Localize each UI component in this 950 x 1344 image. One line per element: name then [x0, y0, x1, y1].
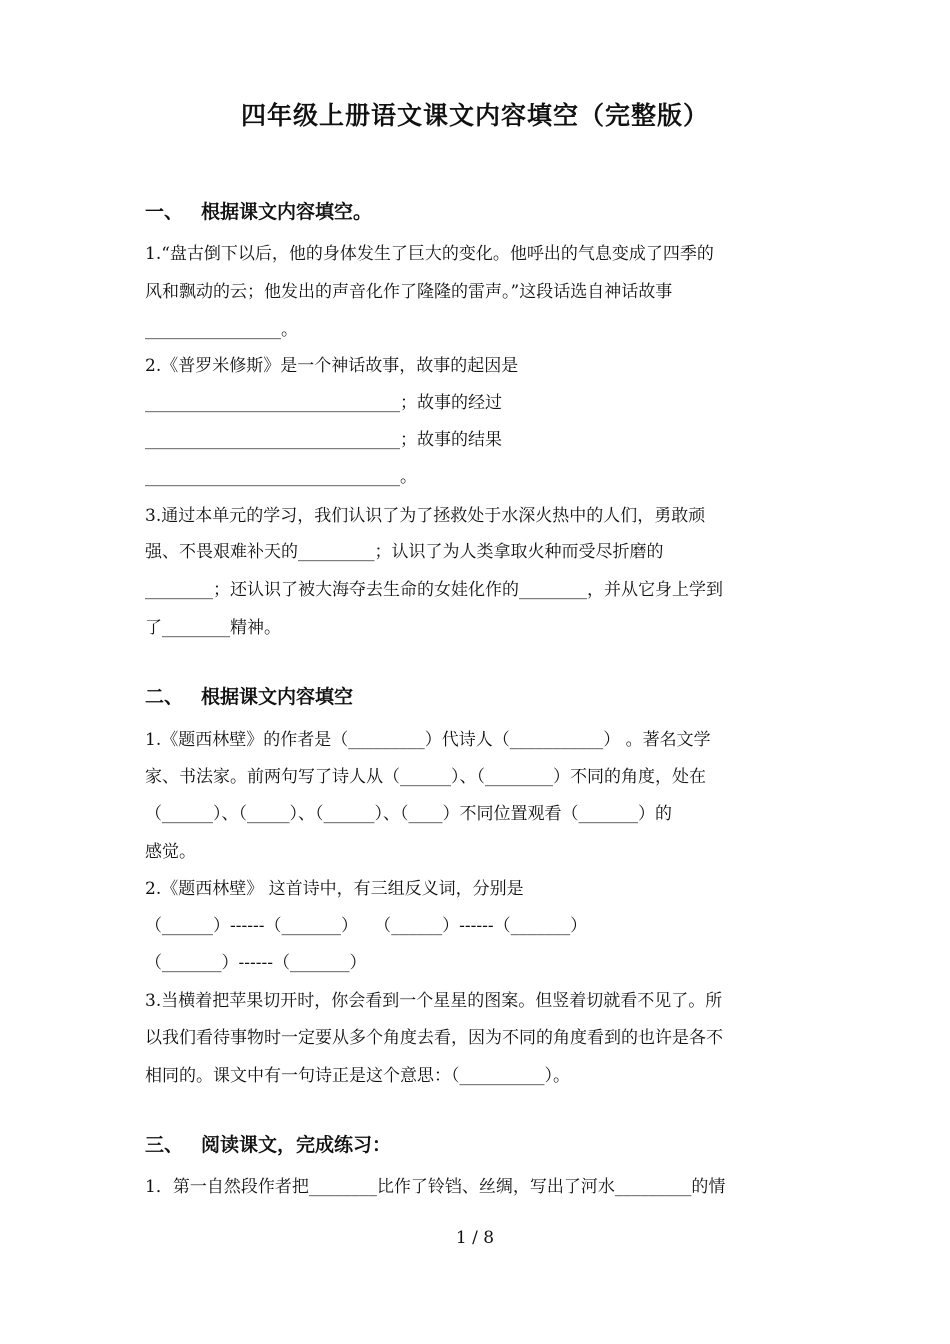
section-3-title: 阅读课文，完成练习： — [201, 1134, 392, 1156]
section-1-line: ______________________________；故事的结果 — [145, 430, 502, 450]
section-1-number: 一、 — [145, 201, 184, 223]
section-1-line: ______________________________。 — [145, 467, 417, 487]
section-2-line: 感觉。 — [145, 842, 196, 862]
section-3-heading — [145, 1130, 391, 1157]
section-2-line: 3.当横着把苹果切开时，你会看到一个星星的图案。但竖着切就看不见了。所 — [145, 991, 723, 1011]
section-1-line: ________________。 — [145, 320, 298, 340]
section-1-title: 根据课文内容填空。 — [201, 201, 373, 223]
section-2-line: （______）------（_______） （______）------（_______） — [145, 916, 588, 936]
section-2-line: （_______）------（_______） — [145, 953, 367, 973]
section-1-line: 了________精神。 — [145, 618, 281, 638]
section-3-number: 三、 — [145, 1134, 184, 1156]
section-2-heading — [145, 682, 353, 709]
section-2-number: 二、 — [145, 686, 184, 708]
section-2-line: 2.《题西林壁》 这首诗中，有三组反义词，分别是 — [145, 879, 524, 899]
section-2-line: 相同的。课文中有一句诗正是这个意思：（__________）。 — [145, 1066, 570, 1086]
section-1-line: 风和飘动的云；他发出的声音化作了隆隆的雷声。”这段话选自神话故事 — [145, 282, 673, 302]
section-2-line: 家、书法家。前两句写了诗人从（______）、（________）不同的角度，处在 — [145, 767, 706, 787]
section-1-line: 1.“盘古倒下以后，他的身体发生了巨大的变化。他呼出的气息变成了四季的 — [145, 244, 714, 264]
section-1-line: 2.《普罗米修斯》是一个神话故事，故事的起因是 — [145, 356, 519, 376]
page-number: 1 / 8 — [455, 1228, 495, 1248]
section-1-line: 强、不畏艰难补天的_________；认识了为人类拿取火种而受尽折磨的 — [145, 542, 664, 562]
section-2-line: 1.《题西林壁》的作者是（_________）代诗人（___________） 。著名文学 — [145, 730, 711, 750]
page-title: 四年级上册语文课文内容填空（完整版） — [240, 101, 709, 130]
section-1-line: ______________________________；故事的经过 — [145, 393, 502, 413]
section-1-heading — [145, 197, 372, 224]
section-2-line: （______）、（_____）、（______）、（____）不同位置观看（_______）的 — [145, 804, 672, 824]
section-1-line: 3.通过本单元的学习，我们认识了为了拯救处于水深火热中的人们，勇敢顽 — [145, 506, 706, 526]
section-3-line: 1．第一自然段作者把________比作了铃铛、丝绸，写出了河水_________的情 — [145, 1177, 726, 1197]
section-2-title: 根据课文内容填空 — [201, 686, 354, 708]
section-2-line: 以我们看待事物时一定要从多个角度去看，因为不同的角度看到的也许是各不 — [145, 1028, 723, 1048]
section-1-line: ________；还认识了被大海夺去生命的女娃化作的________，并从它身上学到 — [145, 580, 723, 600]
